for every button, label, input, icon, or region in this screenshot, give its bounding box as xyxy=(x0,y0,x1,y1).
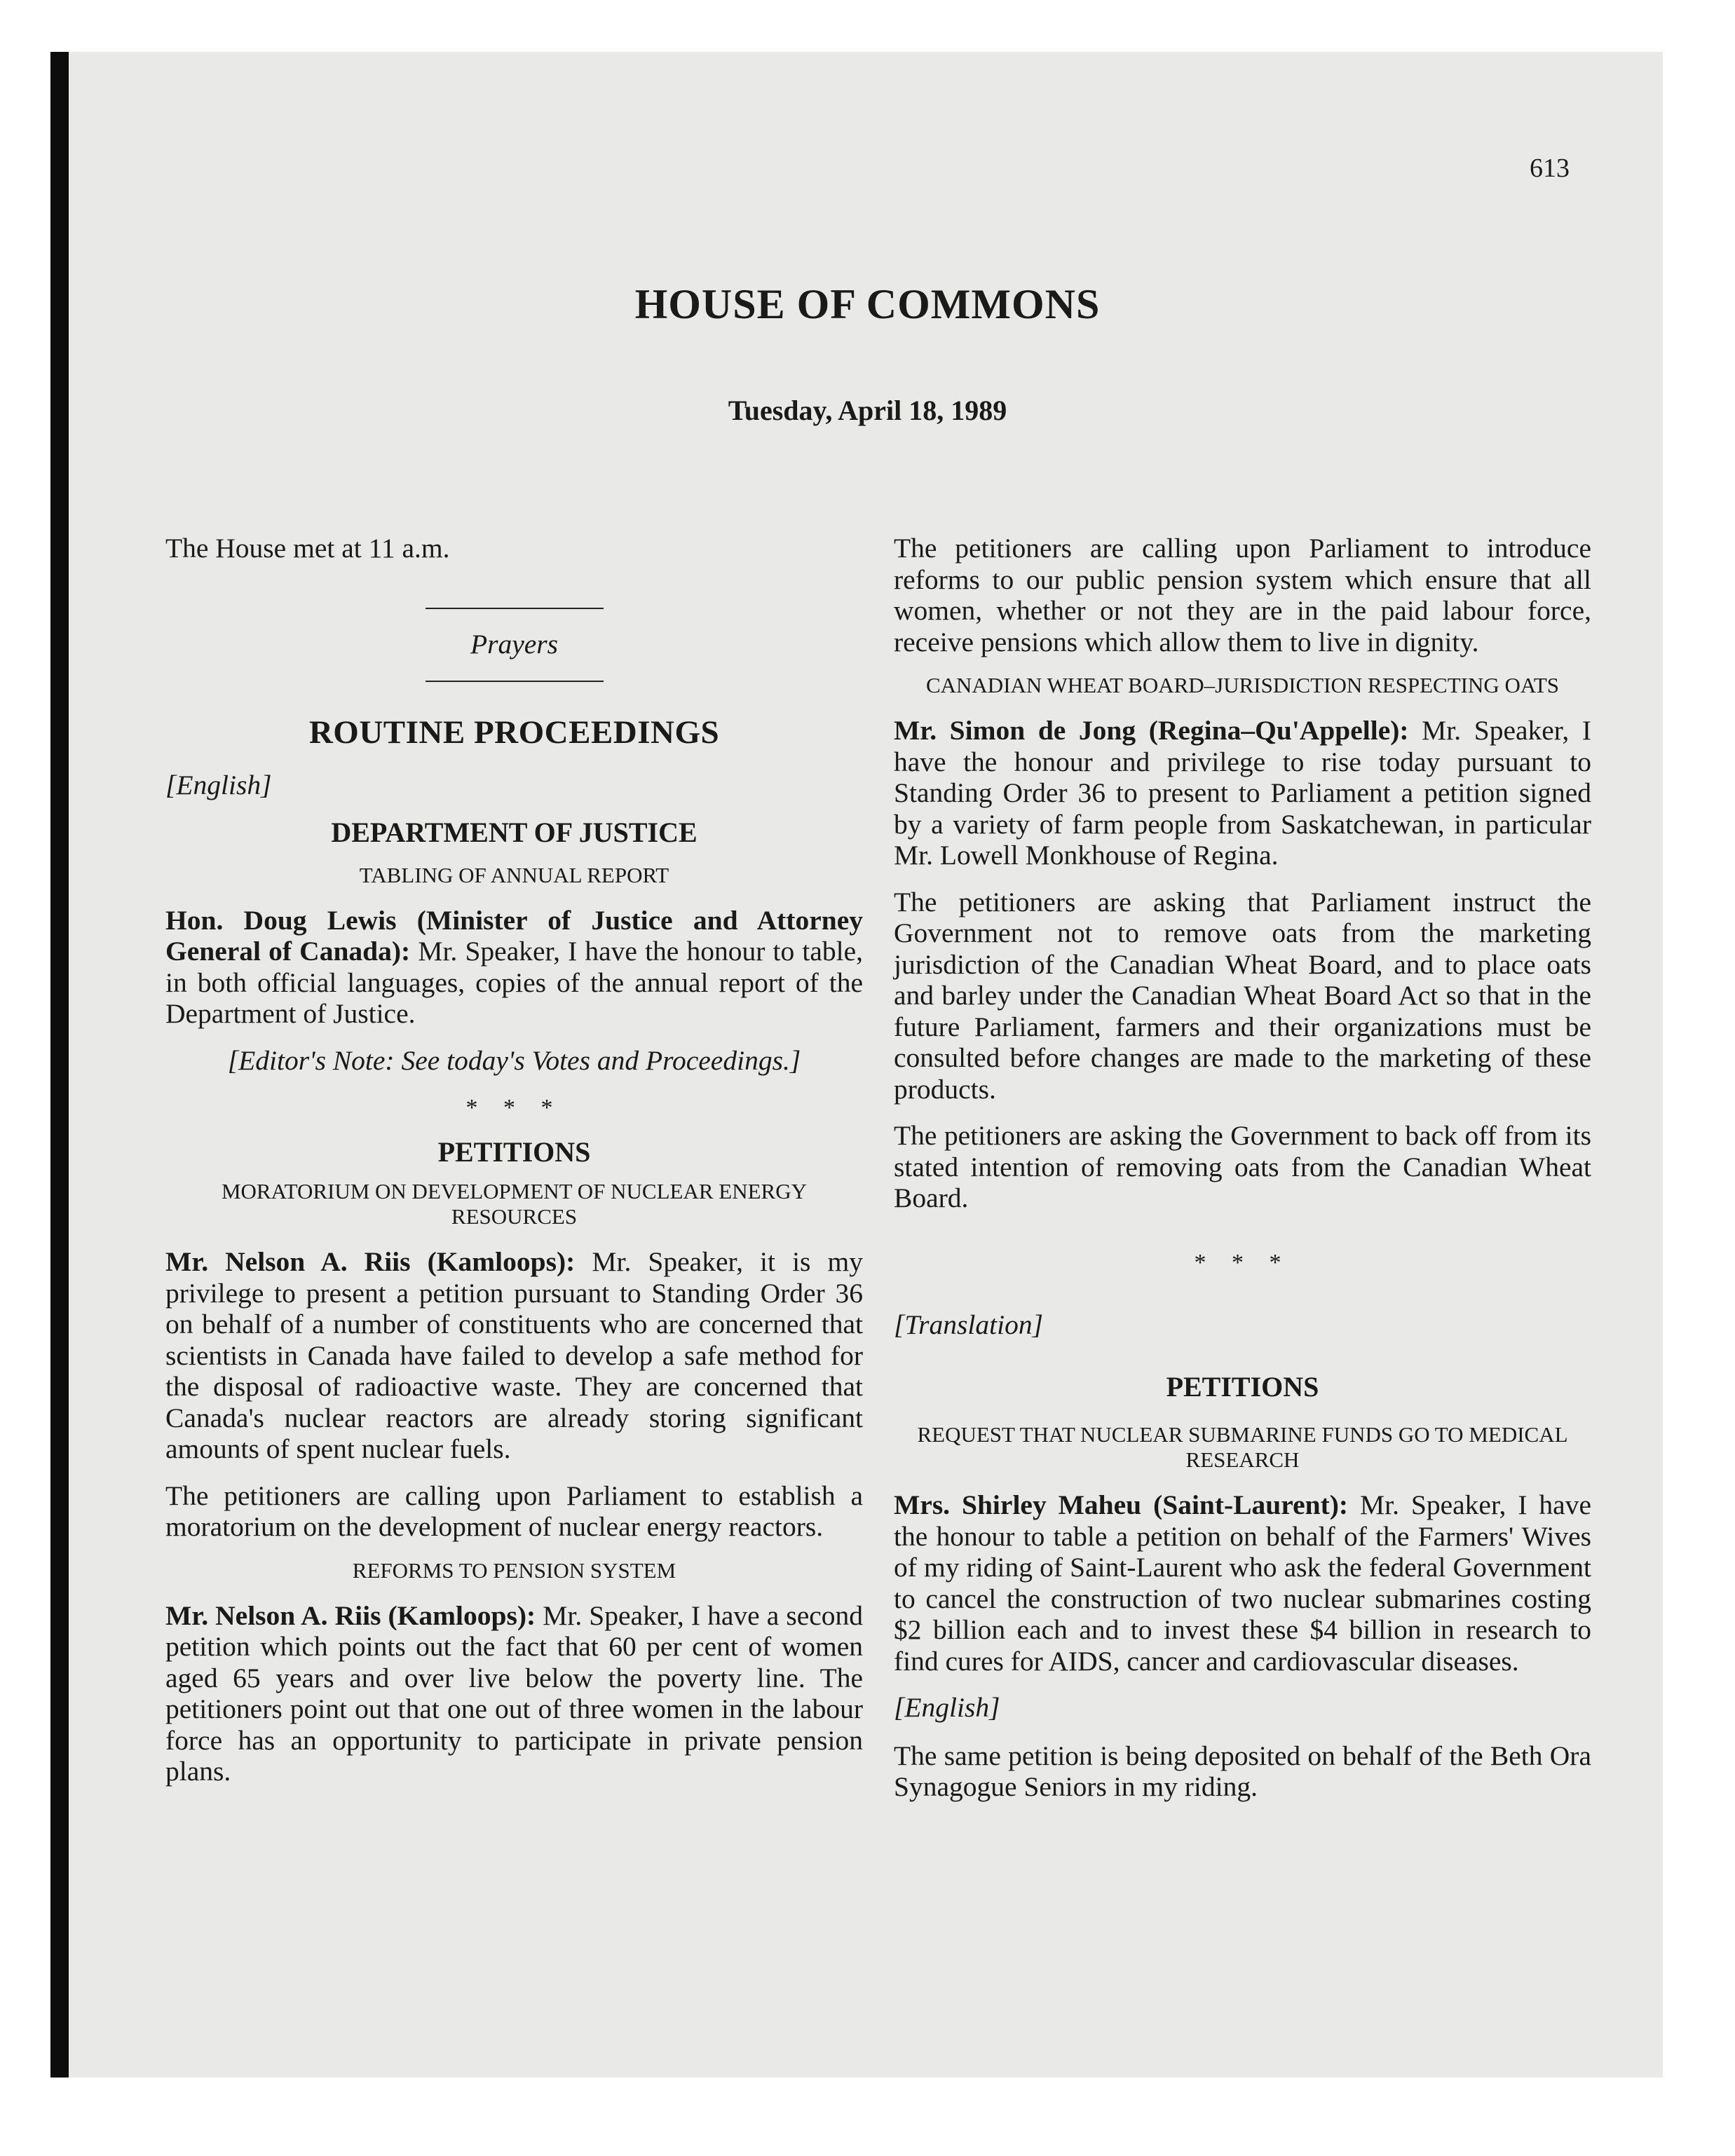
speech-paragraph xyxy=(894,715,1591,871)
subheading: TABLING OF ANNUAL REPORT xyxy=(359,862,669,887)
speech-paragraph: The petitioners are calling upon Parliament to introduce reforms to our public pension system which ensure that all women, whether or not they are in the paid labour force, receive pensions which allow them to live in dignity. xyxy=(894,533,1591,657)
department-heading: DEPARTMENT OF JUSTICE xyxy=(331,817,698,848)
language-marker: [English] xyxy=(894,1692,1000,1723)
petitions-heading: PETITIONS xyxy=(437,1135,591,1168)
speech-paragraph xyxy=(165,1246,863,1465)
divider-rule xyxy=(426,608,604,609)
speech-text: Mr. Speaker, it is my privilege to present a petition pursuant to Standing Order 36 on behalf of a number of constituents who are concerned that scientists in Canada have failed to develop a safe method for the disposal of radioactive waste. They are concerned that Canada's nuclear reactors are already storing significant amounts of spent nuclear fuels. xyxy=(165,1246,863,1464)
section-separator: * * * xyxy=(465,1095,563,1121)
scan-binding-edge xyxy=(50,52,69,2077)
speech-paragraph xyxy=(894,1489,1591,1677)
speech-text: Mr. Speaker, I have the honour and privilege to rise today pursuant to Standing Order 36 to present to Parliament a petition signed by a variety of farm people from Saskatchewan, in particular Mr. Lowell Monkhouse of Regina. xyxy=(894,715,1591,871)
house-met-text: The House met at 11 a.m. xyxy=(165,533,450,564)
page-title: HOUSE OF COMMONS xyxy=(634,281,1101,327)
page-number: 613 xyxy=(1530,153,1570,183)
prayers-label: Prayers xyxy=(470,628,559,660)
left-column xyxy=(165,533,863,1803)
speech-text: Mr. Speaker, I have the honour to table, in both official languages, copies of the annual report of the Department of Justice. xyxy=(165,936,863,1029)
subheading: MORATORIUM ON DEVELOPMENT OF NUCLEAR ENERGY RESOURCES xyxy=(221,1179,808,1229)
sitting-date: Tuesday, April 18, 1989 xyxy=(728,395,1007,426)
speaker-name: Mr. Nelson A. Riis (Kamloops): xyxy=(165,1246,576,1277)
speech-text: Mr. Speaker, I have the honour to table a petition on behalf of the Farmers' Wives of my riding of Saint-Laurent who ask the federal Government to cancel the construction of two nuclear submarines costing $2 billion each and to invest these $4 billion in research to find cures for AIDS, cancer and cardiovascular diseases. xyxy=(894,1489,1591,1677)
speaker-name: Hon. Doug Lewis (Minister of Justice and Attorney General of Canada): xyxy=(165,904,863,967)
speech-paragraph: The petitioners are asking that Parliament instruct the Government not to remove oats from the marketing jurisdiction of the Canadian Wheat Board, and to place oats and barley under the Canadian Wheat Board Act so that in the future Parliament, farmers and their organizations must be consulted before changes are made to the marketing of these products. xyxy=(894,886,1591,1105)
speaker-name: Mr. Nelson A. Riis (Kamloops): xyxy=(165,1599,536,1631)
speech-text: Mr. Speaker, I have a second petition which points out the fact that 60 per cent of women aged 65 years and over live below the poverty line. The petitioners point out that one out of three women in the labour force has an opportunity to participate in private pension plans. xyxy=(165,1599,864,1787)
language-marker: [English] xyxy=(165,769,272,800)
divider-rule xyxy=(426,681,604,682)
speech-paragraph xyxy=(165,1600,863,1787)
speech-paragraph: The same petition is being deposited on behalf of the Beth Ora Synagogue Seniors in my riding. xyxy=(894,1740,1591,1802)
subheading: CANADIAN WHEAT BOARD–JURISDICTION RESPECTING OATS xyxy=(925,673,1560,697)
editor-note: [Editor's Note: See today's Votes and Proceedings.] xyxy=(227,1044,801,1076)
speech-paragraph: The petitioners are calling upon Parliament to establish a moratorium on the development of nuclear energy reactors. xyxy=(165,1480,863,1542)
language-marker: [Translation] xyxy=(894,1309,1043,1340)
subheading: REFORMS TO PENSION SYSTEM xyxy=(352,1557,676,1583)
speaker-name: Mrs. Shirley Maheu (Saint-Laurent): xyxy=(894,1489,1349,1520)
speech-paragraph: The petitioners are asking the Government to back off from its stated intention of removing oats from the Canadian Wheat Board. xyxy=(894,1120,1591,1213)
routine-proceedings-heading: ROUTINE PROCEEDINGS xyxy=(308,714,720,751)
subheading: REQUEST THAT NUCLEAR SUBMARINE FUNDS GO TO MEDICAL RESEARCH xyxy=(917,1422,1568,1472)
right-column xyxy=(894,533,1591,1818)
speaker-name: Mr. Simon de Jong (Regina–Qu'Appelle): xyxy=(894,715,1409,746)
speech-paragraph xyxy=(165,905,863,1030)
section-separator: * * * xyxy=(1194,1249,1291,1276)
petitions-heading: PETITIONS xyxy=(1166,1370,1319,1403)
